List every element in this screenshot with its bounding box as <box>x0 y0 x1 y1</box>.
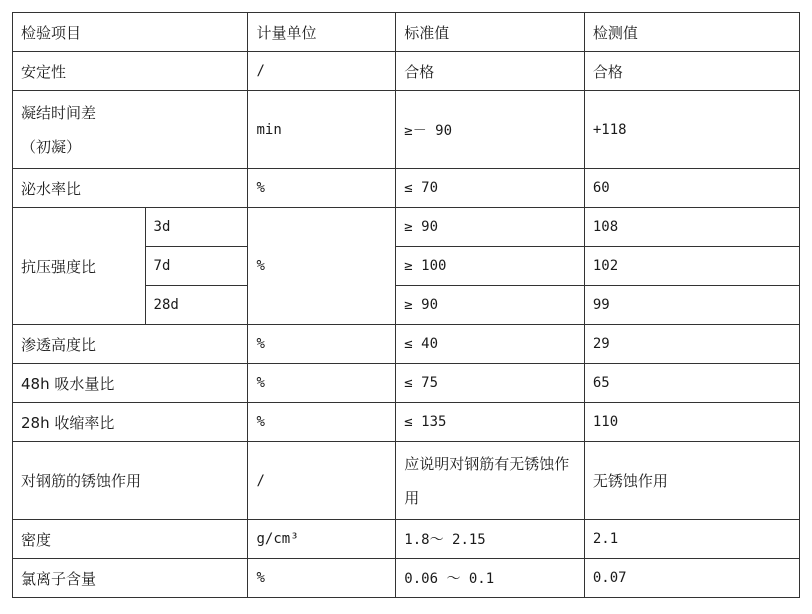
measured-cell: 99 <box>584 286 799 325</box>
standard-cell: ≥ 90 <box>396 208 585 247</box>
unit-cell: min <box>248 91 396 169</box>
standard-cell: 1.8～ 2.15 <box>396 520 585 559</box>
item-cell: 28h 收缩率比 <box>13 403 248 442</box>
table-row <box>13 91 800 169</box>
unit-cell: % <box>248 403 396 442</box>
standard-cell: ≥－ 90 <box>396 91 585 169</box>
item-cell: 安定性 <box>13 52 248 91</box>
table-row <box>13 52 800 91</box>
measured-cell: 110 <box>584 403 799 442</box>
header-measured: 检测值 <box>584 13 799 52</box>
age-cell: 3d <box>145 208 248 247</box>
measured-cell: 2.1 <box>584 520 799 559</box>
header-standard: 标准值 <box>396 13 585 52</box>
table-row <box>13 520 800 559</box>
item-cell: 渗透高度比 <box>13 325 248 364</box>
table-row <box>13 403 800 442</box>
item-line: （初凝） <box>21 137 82 156</box>
measured-cell: 29 <box>584 325 799 364</box>
age-cell: 28d <box>145 286 248 325</box>
item-cell: 48h 吸水量比 <box>13 364 248 403</box>
table-row <box>13 364 800 403</box>
item-cell: 泌水率比 <box>13 169 248 208</box>
unit-cell: / <box>248 442 396 520</box>
unit-cell: % <box>248 364 396 403</box>
table-row <box>13 325 800 364</box>
unit-cell: / <box>248 52 396 91</box>
header-unit: 计量单位 <box>248 13 396 52</box>
standard-cell: 应说明对钢筋有无锈蚀作用 <box>396 442 585 520</box>
measured-cell: 108 <box>584 208 799 247</box>
unit-cell: % <box>248 208 396 325</box>
unit-cell: % <box>248 325 396 364</box>
measured-cell: 60 <box>584 169 799 208</box>
header-item: 检验项目 <box>13 13 248 52</box>
header-row <box>13 13 800 52</box>
unit-cell: % <box>248 559 396 598</box>
item-cell: 密度 <box>13 520 248 559</box>
item-line: 凝结时间差 <box>21 103 97 122</box>
table-row <box>13 559 800 598</box>
measured-cell: 65 <box>584 364 799 403</box>
unit-cell: g/cm³ <box>248 520 396 559</box>
measured-cell: 合格 <box>584 52 799 91</box>
table-row <box>13 442 800 520</box>
item-cell <box>13 91 248 169</box>
measured-cell: 102 <box>584 247 799 286</box>
age-cell: 7d <box>145 247 248 286</box>
measured-cell: +118 <box>584 91 799 169</box>
standard-cell: 合格 <box>396 52 585 91</box>
standard-cell: ≥ 100 <box>396 247 585 286</box>
unit-cell: % <box>248 169 396 208</box>
standard-cell: ≤ 40 <box>396 325 585 364</box>
item-cell: 氯离子含量 <box>13 559 248 598</box>
standard-cell: ≥ 90 <box>396 286 585 325</box>
table-row <box>13 169 800 208</box>
standard-cell: 0.06 ～ 0.1 <box>396 559 585 598</box>
standard-cell: ≤ 70 <box>396 169 585 208</box>
table-row <box>13 208 800 247</box>
inspection-table <box>12 12 800 598</box>
measured-cell: 无锈蚀作用 <box>584 442 799 520</box>
standard-cell: ≤ 135 <box>396 403 585 442</box>
item-cell: 对钢筋的锈蚀作用 <box>13 442 248 520</box>
item-cell: 抗压强度比 <box>13 208 146 325</box>
measured-cell: 0.07 <box>584 559 799 598</box>
standard-cell: ≤ 75 <box>396 364 585 403</box>
